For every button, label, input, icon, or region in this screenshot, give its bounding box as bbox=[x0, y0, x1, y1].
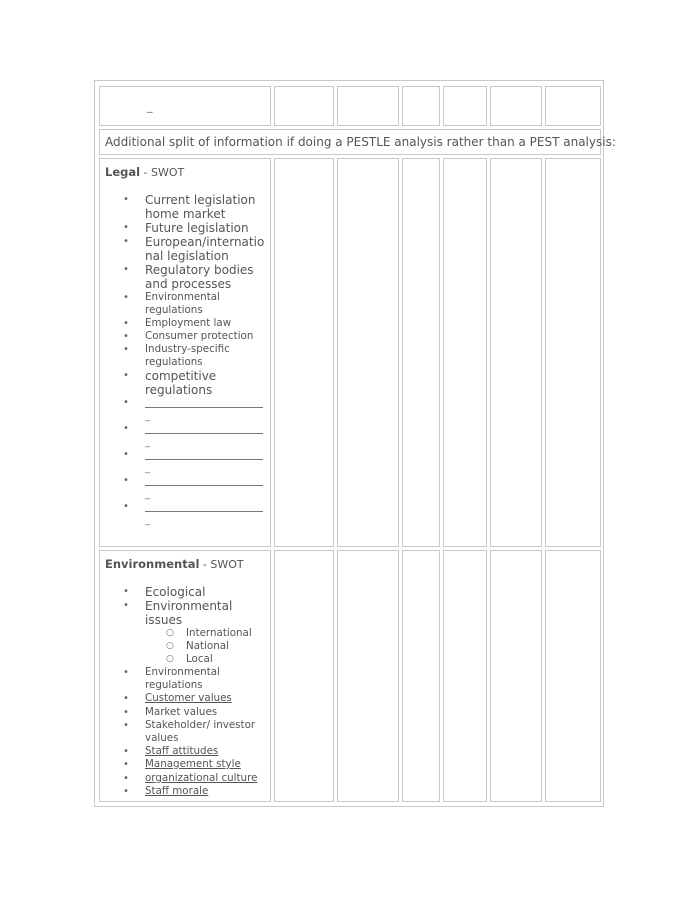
top-row-cell bbox=[443, 86, 487, 126]
list-item: • Environmental regulations bbox=[123, 666, 220, 691]
environmental-list bbox=[100, 585, 270, 799]
staff-morale-link[interactable]: • Staff morale bbox=[123, 785, 209, 797]
top-row-label-cell bbox=[99, 86, 271, 126]
list-item: • Stakeholder/ investor values bbox=[123, 718, 256, 744]
blank-item: • _ bbox=[100, 501, 270, 527]
sub-list-item: ○ International bbox=[166, 627, 252, 639]
environmental-swot-cell bbox=[443, 550, 487, 802]
environmental-swot: - SWOT bbox=[199, 558, 244, 571]
customer-values-link[interactable]: • Customer values bbox=[123, 692, 232, 704]
legal-title: Legal bbox=[105, 165, 141, 179]
legal-heading bbox=[105, 165, 184, 179]
list-item: • Employment law bbox=[123, 317, 232, 329]
environmental-cell bbox=[99, 550, 271, 802]
top-row-cell bbox=[545, 86, 601, 126]
environmental-title: Environmental bbox=[105, 557, 200, 571]
list-item: • Ecological bbox=[123, 585, 206, 599]
list-item: • Current legislation home market bbox=[123, 193, 256, 221]
management-style-link[interactable]: • Management style bbox=[123, 758, 241, 770]
staff-attitudes-link[interactable]: • Staff attitudes bbox=[123, 744, 219, 757]
legal-swot-cell bbox=[443, 158, 487, 547]
organizational-culture-link[interactable]: • organizational culture bbox=[123, 771, 258, 784]
top-row-cell bbox=[402, 86, 440, 126]
blank-item: • _ bbox=[100, 397, 270, 423]
sub-list-item: ○ Local bbox=[166, 653, 213, 665]
list-item: • Consumer protection bbox=[123, 330, 254, 342]
environmental-heading bbox=[105, 557, 244, 571]
top-row-cell bbox=[337, 86, 399, 126]
top-row-cell bbox=[274, 86, 334, 126]
blank-item: • _ bbox=[100, 423, 270, 449]
list-item: • Industry-specific regulations bbox=[123, 343, 230, 368]
legal-list bbox=[100, 193, 270, 527]
environmental-swot-cell bbox=[337, 550, 399, 802]
legal-swot-cell bbox=[545, 158, 601, 547]
list-item: • Market values bbox=[123, 705, 218, 718]
blank-item: • _ bbox=[100, 475, 270, 501]
list-item: • Future legislation bbox=[123, 221, 249, 235]
list-item: • Regulatory bodies and processes bbox=[123, 263, 254, 291]
blank-item: • _ bbox=[100, 449, 270, 475]
environmental-swot-cell bbox=[274, 550, 334, 802]
legal-swot-cell bbox=[337, 158, 399, 547]
environmental-swot-cell bbox=[402, 550, 440, 802]
top-row-dash: _ bbox=[147, 100, 153, 113]
legal-swot-cell bbox=[490, 158, 542, 547]
split-note-cell bbox=[99, 129, 616, 155]
list-item: • European/internatio nal legislation bbox=[123, 235, 265, 263]
environmental-swot-cell bbox=[490, 550, 542, 802]
split-note-text: Additional split of information if doing a PESTLE analysis rather than a PEST analysis: bbox=[105, 135, 616, 149]
legal-swot: - SWOT bbox=[140, 166, 185, 179]
legal-swot-cell bbox=[402, 158, 440, 547]
sub-list-item: ○ National bbox=[166, 640, 229, 652]
list-item: • Environmental regulations bbox=[123, 291, 220, 316]
list-item: • Environmental issues bbox=[123, 599, 233, 627]
legal-cell bbox=[99, 158, 271, 547]
legal-swot-cell bbox=[274, 158, 334, 547]
top-row-cell bbox=[490, 86, 542, 126]
analysis-table bbox=[94, 80, 616, 807]
environmental-swot-cell bbox=[545, 550, 601, 802]
list-item: • competitive regulations bbox=[123, 369, 217, 397]
